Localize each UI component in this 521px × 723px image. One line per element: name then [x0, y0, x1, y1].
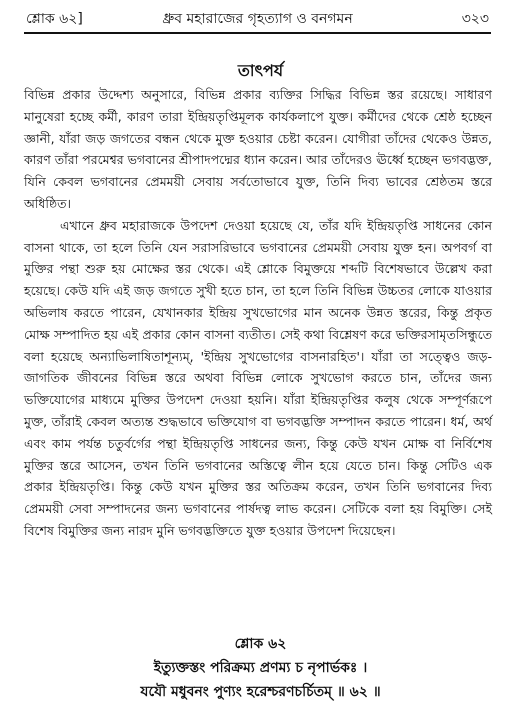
running-header	[24, 8, 491, 34]
verse-line-1: ইত্যুক্তস্তং পরিক্রম্য প্রণম্য চ নৃপার্ভকঃ ।	[153, 660, 368, 676]
section-title: তাৎপর্য	[237, 61, 284, 80]
verse-line-2: যযৌ মধুবনং পুণ্যং হরেশ্চরণচর্চিতম্‌ ॥ ৬২ ॥	[140, 684, 381, 700]
paragraph-1: বিভিন্ন প্রকার উদ্দেশ্য অনুসারে, বিভিন্ন প্রকার ব্যক্তির সিদ্ধির বিভিন্ন স্তর রয়েছে। সাধারণ মানুষেরা হচ্ছে কর্মী, কারণ তারা ইন্দ্রিয়তৃপ্তিমূলক কার্যকলাপে যুক্ত। কর্মীদের থেকে শ্রেষ্ঠ হচ্ছেন জ্ঞানী, যাঁরা জড় জগতের বন্ধন থেকে মুক্ত হওয়ার চেষ্টা করেন। যোগীরা তাঁদের থেকেও উন্নত, কারণ তাঁরা পরমেশ্বর ভগবানের শ্রীপাদপদ্মের ধ্যান করেন। আর তাঁদেরও ঊর্ধ্বে হচ্ছেন ভগবদ্ভক্ত, যিনি কেবল ভগবানের প্রেমময়ী সেবায় সর্বতোভাবে যুক্ত, তিনি দিব্য ভাবের শ্রেষ্ঠতম স্তরে অধিষ্ঠিত।	[24, 87, 492, 211]
verse-label: শ্লোক ৬২	[234, 636, 287, 652]
header-verse-ref: শ্লোক ৬২]	[26, 11, 83, 27]
page-number: ৩২৩	[461, 11, 489, 27]
header-chapter-title: ধ্রুব মহারাজের গৃহত্যাগ ও বনগমন	[162, 11, 353, 27]
commentary-body	[24, 84, 492, 542]
paragraph-2: এখানে ধ্রুব মহারাজকে উপদেশ দেওয়া হয়েছে যে, তাঁর যদি ইন্দ্রিয়তৃপ্তি সাধনের কোন বাসনা থাকে, তা হলে তিনি যেন সরাসরিভাবে ভগবানের প্রেমময়ী সেবায় যুক্ত হন। অপবর্গ বা মুক্তির পন্থা শুরু হয় মোক্ষের স্তর থেকে। এই শ্লোকে বিমুক্তয়ে শব্দটি বিশেষভাবে উল্লেখ করা হয়েছে। কেউ যদি এই জড় জগতে সুখী হতে চান, তা হলে তিনি বিভিন্ন উচ্চতর লোকে যাওয়ার অভিলাষ করতে পারেন, যেখানকার ইন্দ্রিয় সুখভোগের মান অনেক উন্নত স্তরের, কিন্তু প্রকৃত মোক্ষ সম্পাদিত হয় এই প্রকার কোন বাসনা ব্যতীত। সেই কথা বিশ্লেষণ করে ভক্তিরসামৃতসিন্ধুতে বলা হয়েছে অন্যাভিলাষিতাশূন্যম্, 'ইন্দ্রিয় সুখভোগের বাসনারহিত'। যাঁরা তা সত্ত্বেও জড়-জাগতিক জীবনের বিভিন্ন স্তরে অথবা বিভিন্ন লোকে সুখভোগ করতে চান, তাঁদের জন্য ভক্তিযোগের মাধ্যমে মুক্তির উপদেশ দেওয়া হয়নি। যাঁরা ইন্দ্রিয়তৃপ্তির কলুষ থেকে সম্পূর্ণরূপে মুক্ত, তাঁরাই কেবল অত্যন্ত শুদ্ধভাবে ভক্তিযোগ বা ভগবদ্ভক্তি সম্পাদন করতে পারেন। ধর্ম, অর্থ এবং কাম পর্যন্ত চতুর্বর্গের পন্থা ইন্দ্রিয়তৃপ্তি সাধনের জন্য, কিন্তু কেউ যখন মোক্ষ বা নির্বিশেষ মুক্তির স্তরে আসেন, তখন তিনি ভগবানের অস্তিত্বে লীন হয়ে যেতে চান। কিন্তু সেটিও এক প্রকার ইন্দ্রিয়তৃপ্তি। কিন্তু কেউ যখন মুক্তির স্তর অতিক্রম করেন, তখন তিনি ভগবানের দিব্য প্রেমময়ী সেবা সম্পাদনের জন্য ভগবানের পার্ষদত্ব লাভ করেন। সেটিকে বলা হয় বিমুক্তি। সেই বিশেষ বিমুক্তির জন্য নারদ মুনি ভগবদ্ভক্তিতে যুক্ত হওয়ার উপদেশ দিয়েছেন।	[24, 217, 492, 538]
